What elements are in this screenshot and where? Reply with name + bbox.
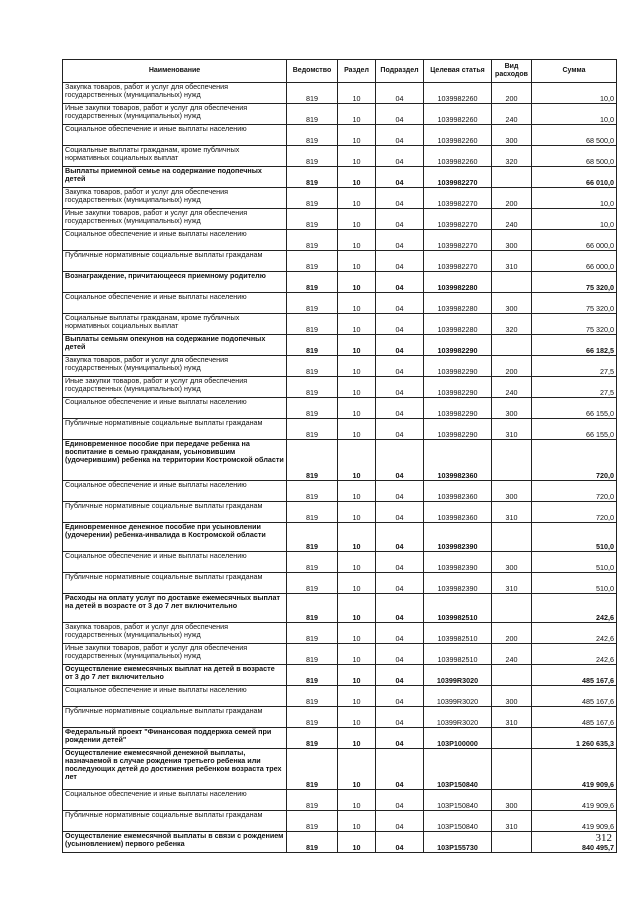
cell-ved: 819	[287, 272, 338, 293]
cell-ved: 819	[287, 623, 338, 644]
cell-cs: 103P100000	[424, 728, 492, 749]
cell-sum: 75 320,0	[532, 293, 617, 314]
cell-ved: 819	[287, 314, 338, 335]
cell-vr: 320	[492, 314, 532, 335]
cell-name: Выплаты приемной семье на содержание подопечных детей	[63, 167, 287, 188]
cell-razdel: 10	[338, 594, 376, 623]
table-row	[63, 790, 617, 811]
cell-vr: 310	[492, 502, 532, 523]
table-row	[63, 552, 617, 573]
cell-name: Социальные выплаты гражданам, кроме публичных нормативных социальных выплат	[63, 146, 287, 167]
cell-name: Социальное обеспечение и иные выплаты населению	[63, 552, 287, 573]
cell-razdel: 10	[338, 644, 376, 665]
cell-sum: 485 167,6	[532, 686, 617, 707]
table-row	[63, 230, 617, 251]
cell-sum: 419 909,6	[532, 790, 617, 811]
cell-razdel: 10	[338, 377, 376, 398]
cell-ved: 819	[287, 502, 338, 523]
cell-podrazdel: 04	[376, 573, 424, 594]
cell-razdel: 10	[338, 552, 376, 573]
cell-podrazdel: 04	[376, 623, 424, 644]
cell-vr	[492, 440, 532, 481]
table-row	[63, 314, 617, 335]
cell-ved: 819	[287, 335, 338, 356]
cell-cs: 103P150840	[424, 811, 492, 832]
cell-sum: 68 500,0	[532, 146, 617, 167]
table-row	[63, 251, 617, 272]
cell-vr: 200	[492, 83, 532, 104]
cell-podrazdel: 04	[376, 728, 424, 749]
cell-sum: 720,0	[532, 502, 617, 523]
cell-name: Единовременное пособие при передаче ребенка на воспитание в семью гражданам, усыновившим (удочерившим) ребенка на территории Костромской области	[63, 440, 287, 481]
cell-razdel: 10	[338, 146, 376, 167]
cell-cs: 1039982260	[424, 125, 492, 146]
cell-ved: 819	[287, 686, 338, 707]
cell-sum: 10,0	[532, 83, 617, 104]
cell-vr: 240	[492, 104, 532, 125]
cell-ved: 819	[287, 398, 338, 419]
cell-razdel: 10	[338, 790, 376, 811]
cell-name: Иные закупки товаров, работ и услуг для обеспечения государственных (муниципальных) нужд	[63, 377, 287, 398]
table-row	[63, 440, 617, 481]
cell-sum: 27,5	[532, 356, 617, 377]
cell-podrazdel: 04	[376, 377, 424, 398]
cell-vr: 300	[492, 398, 532, 419]
cell-name: Осуществление ежемесячных выплат на детей в возрасте от 3 до 7 лет включительно	[63, 665, 287, 686]
cell-sum: 10,0	[532, 104, 617, 125]
cell-ved: 819	[287, 481, 338, 502]
cell-sum: 242,6	[532, 623, 617, 644]
cell-razdel: 10	[338, 230, 376, 251]
cell-razdel: 10	[338, 811, 376, 832]
cell-razdel: 10	[338, 356, 376, 377]
cell-name: Закупка товаров, работ и услуг для обеспечения государственных (муниципальных) нужд	[63, 188, 287, 209]
cell-cs: 1039982270	[424, 167, 492, 188]
cell-razdel: 10	[338, 749, 376, 790]
cell-name: Социальное обеспечение и иные выплаты населению	[63, 125, 287, 146]
cell-ved: 819	[287, 573, 338, 594]
cell-cs: 1039982290	[424, 377, 492, 398]
cell-ved: 819	[287, 552, 338, 573]
cell-razdel: 10	[338, 188, 376, 209]
cell-name: Социальное обеспечение и иные выплаты населению	[63, 293, 287, 314]
cell-name: Публичные нормативные социальные выплаты гражданам	[63, 573, 287, 594]
cell-sum: 66 155,0	[532, 398, 617, 419]
cell-vr: 300	[492, 686, 532, 707]
cell-sum: 720,0	[532, 481, 617, 502]
cell-cs: 1039982270	[424, 251, 492, 272]
cell-cs: 1039982290	[424, 335, 492, 356]
cell-sum: 840 495,7	[532, 832, 617, 853]
cell-ved: 819	[287, 209, 338, 230]
cell-vr	[492, 523, 532, 552]
cell-name: Осуществление ежемесячной выплаты в связи с рождением (усыновлением) первого ребенка	[63, 832, 287, 853]
table-row	[63, 594, 617, 623]
cell-cs: 1039982290	[424, 398, 492, 419]
header-vr: Вид расходов	[492, 60, 532, 83]
cell-cs: 10399R3020	[424, 686, 492, 707]
cell-vr: 310	[492, 251, 532, 272]
cell-name: Осуществление ежемесячной денежной выплаты, назначаемой в случае рождения третьего ребенка или последующих детей до достижения ребенком возраста трех лет	[63, 749, 287, 790]
cell-name: Социальное обеспечение и иные выплаты населению	[63, 230, 287, 251]
cell-vr: 300	[492, 230, 532, 251]
cell-name: Публичные нормативные социальные выплаты гражданам	[63, 419, 287, 440]
cell-name: Публичные нормативные социальные выплаты гражданам	[63, 707, 287, 728]
cell-razdel: 10	[338, 573, 376, 594]
cell-cs: 1039982510	[424, 594, 492, 623]
cell-ved: 819	[287, 167, 338, 188]
table-row	[63, 104, 617, 125]
cell-sum: 419 909,6	[532, 811, 617, 832]
cell-cs: 1039982280	[424, 314, 492, 335]
cell-cs: 103P150840	[424, 749, 492, 790]
cell-vr	[492, 832, 532, 853]
table-row	[63, 811, 617, 832]
cell-razdel: 10	[338, 83, 376, 104]
cell-sum: 66 000,0	[532, 230, 617, 251]
cell-podrazdel: 04	[376, 419, 424, 440]
cell-vr	[492, 335, 532, 356]
cell-name: Иные закупки товаров, работ и услуг для обеспечения государственных (муниципальных) нужд	[63, 104, 287, 125]
cell-podrazdel: 04	[376, 335, 424, 356]
cell-vr: 300	[492, 481, 532, 502]
table-row	[63, 573, 617, 594]
table-header-row	[63, 60, 617, 83]
cell-sum: 485 167,6	[532, 665, 617, 686]
cell-name: Публичные нормативные социальные выплаты гражданам	[63, 811, 287, 832]
cell-name: Закупка товаров, работ и услуг для обеспечения государственных (муниципальных) нужд	[63, 623, 287, 644]
cell-name: Выплаты семьям опекунов на содержание подопечных детей	[63, 335, 287, 356]
cell-vr: 240	[492, 209, 532, 230]
cell-cs: 1039982390	[424, 552, 492, 573]
table-row	[63, 398, 617, 419]
cell-cs: 1039982260	[424, 83, 492, 104]
cell-vr	[492, 728, 532, 749]
cell-ved: 819	[287, 644, 338, 665]
cell-cs: 1039982260	[424, 104, 492, 125]
cell-ved: 819	[287, 749, 338, 790]
page-number: 312	[595, 832, 612, 844]
cell-razdel: 10	[338, 707, 376, 728]
cell-cs: 1039982260	[424, 146, 492, 167]
cell-name: Социальное обеспечение и иные выплаты населению	[63, 481, 287, 502]
table-row	[63, 167, 617, 188]
cell-podrazdel: 04	[376, 188, 424, 209]
table-row	[63, 832, 617, 853]
cell-sum: 66 155,0	[532, 419, 617, 440]
cell-vr: 310	[492, 573, 532, 594]
cell-ved: 819	[287, 728, 338, 749]
table-row	[63, 707, 617, 728]
cell-sum: 242,6	[532, 644, 617, 665]
cell-sum: 75 320,0	[532, 272, 617, 293]
cell-podrazdel: 04	[376, 251, 424, 272]
cell-cs: 1039982280	[424, 272, 492, 293]
cell-razdel: 10	[338, 419, 376, 440]
cell-name: Иные закупки товаров, работ и услуг для обеспечения государственных (муниципальных) нужд	[63, 209, 287, 230]
cell-ved: 819	[287, 665, 338, 686]
header-name: Наименование	[63, 60, 287, 83]
cell-ved: 819	[287, 594, 338, 623]
cell-sum: 66 000,0	[532, 251, 617, 272]
cell-sum: 485 167,6	[532, 707, 617, 728]
cell-ved: 819	[287, 377, 338, 398]
cell-razdel: 10	[338, 623, 376, 644]
cell-vr	[492, 594, 532, 623]
cell-podrazdel: 04	[376, 749, 424, 790]
cell-vr	[492, 749, 532, 790]
table-row	[63, 146, 617, 167]
cell-vr: 320	[492, 146, 532, 167]
cell-razdel: 10	[338, 832, 376, 853]
cell-vr: 240	[492, 377, 532, 398]
cell-podrazdel: 04	[376, 230, 424, 251]
cell-cs: 10399R3020	[424, 707, 492, 728]
cell-name: Публичные нормативные социальные выплаты гражданам	[63, 251, 287, 272]
cell-podrazdel: 04	[376, 398, 424, 419]
table-row	[63, 749, 617, 790]
cell-ved: 819	[287, 251, 338, 272]
cell-name: Социальное обеспечение и иные выплаты населению	[63, 790, 287, 811]
cell-sum: 720,0	[532, 440, 617, 481]
cell-vr: 240	[492, 644, 532, 665]
cell-cs: 1039982510	[424, 623, 492, 644]
cell-razdel: 10	[338, 665, 376, 686]
cell-podrazdel: 04	[376, 707, 424, 728]
cell-name: Иные закупки товаров, работ и услуг для обеспечения государственных (муниципальных) нужд	[63, 644, 287, 665]
cell-ved: 819	[287, 832, 338, 853]
cell-podrazdel: 04	[376, 686, 424, 707]
cell-ved: 819	[287, 83, 338, 104]
cell-vr: 310	[492, 811, 532, 832]
cell-podrazdel: 04	[376, 790, 424, 811]
cell-razdel: 10	[338, 398, 376, 419]
cell-podrazdel: 04	[376, 440, 424, 481]
cell-sum: 75 320,0	[532, 314, 617, 335]
cell-vr: 300	[492, 790, 532, 811]
cell-podrazdel: 04	[376, 272, 424, 293]
cell-name: Закупка товаров, работ и услуг для обеспечения государственных (муниципальных) нужд	[63, 83, 287, 104]
cell-vr	[492, 272, 532, 293]
cell-podrazdel: 04	[376, 552, 424, 573]
cell-vr: 310	[492, 419, 532, 440]
cell-sum: 242,6	[532, 594, 617, 623]
cell-ved: 819	[287, 125, 338, 146]
table-row	[63, 335, 617, 356]
cell-sum: 510,0	[532, 573, 617, 594]
cell-podrazdel: 04	[376, 314, 424, 335]
table-row	[63, 356, 617, 377]
header-ved: Ведомство	[287, 60, 338, 83]
cell-razdel: 10	[338, 125, 376, 146]
table-row	[63, 502, 617, 523]
table-row	[63, 623, 617, 644]
cell-cs: 1039982510	[424, 644, 492, 665]
cell-cs: 1039982390	[424, 573, 492, 594]
cell-cs: 1039982270	[424, 209, 492, 230]
cell-ved: 819	[287, 104, 338, 125]
cell-cs: 1039982290	[424, 419, 492, 440]
cell-vr: 300	[492, 293, 532, 314]
cell-podrazdel: 04	[376, 644, 424, 665]
cell-razdel: 10	[338, 104, 376, 125]
cell-ved: 819	[287, 146, 338, 167]
cell-name: Закупка товаров, работ и услуг для обеспечения государственных (муниципальных) нужд	[63, 356, 287, 377]
cell-razdel: 10	[338, 523, 376, 552]
cell-sum: 66 010,0	[532, 167, 617, 188]
cell-cs: 1039982280	[424, 293, 492, 314]
cell-razdel: 10	[338, 272, 376, 293]
cell-vr: 200	[492, 623, 532, 644]
cell-cs: 1039982360	[424, 502, 492, 523]
table-row	[63, 644, 617, 665]
header-cs: Целевая статья	[424, 60, 492, 83]
table-row	[63, 209, 617, 230]
cell-ved: 819	[287, 811, 338, 832]
cell-ved: 819	[287, 440, 338, 481]
cell-ved: 819	[287, 293, 338, 314]
table-row	[63, 83, 617, 104]
cell-ved: 819	[287, 230, 338, 251]
cell-cs: 103P155730	[424, 832, 492, 853]
cell-razdel: 10	[338, 686, 376, 707]
cell-cs: 1039982360	[424, 440, 492, 481]
table-row	[63, 293, 617, 314]
cell-cs: 1039982360	[424, 481, 492, 502]
cell-sum: 66 182,5	[532, 335, 617, 356]
cell-razdel: 10	[338, 293, 376, 314]
table-row	[63, 272, 617, 293]
cell-ved: 819	[287, 188, 338, 209]
cell-podrazdel: 04	[376, 356, 424, 377]
table-row	[63, 125, 617, 146]
cell-razdel: 10	[338, 481, 376, 502]
cell-sum: 510,0	[532, 523, 617, 552]
cell-podrazdel: 04	[376, 502, 424, 523]
table-row	[63, 419, 617, 440]
table-row	[63, 686, 617, 707]
cell-razdel: 10	[338, 167, 376, 188]
table-row	[63, 728, 617, 749]
cell-vr: 200	[492, 356, 532, 377]
cell-name: Вознаграждение, причитающееся приемному родителю	[63, 272, 287, 293]
cell-sum: 1 260 635,3	[532, 728, 617, 749]
cell-ved: 819	[287, 419, 338, 440]
cell-sum: 419 909,6	[532, 749, 617, 790]
cell-podrazdel: 04	[376, 125, 424, 146]
cell-sum: 68 500,0	[532, 125, 617, 146]
budget-table	[62, 59, 617, 853]
cell-vr: 310	[492, 707, 532, 728]
cell-vr	[492, 167, 532, 188]
cell-podrazdel: 04	[376, 209, 424, 230]
header-razdel: Раздел	[338, 60, 376, 83]
cell-cs: 10399R3020	[424, 665, 492, 686]
cell-ved: 819	[287, 707, 338, 728]
cell-vr: 300	[492, 552, 532, 573]
cell-podrazdel: 04	[376, 104, 424, 125]
cell-name: Публичные нормативные социальные выплаты гражданам	[63, 502, 287, 523]
cell-name: Федеральный проект "Финансовая поддержка семей при рождении детей"	[63, 728, 287, 749]
cell-podrazdel: 04	[376, 83, 424, 104]
cell-sum: 10,0	[532, 188, 617, 209]
cell-podrazdel: 04	[376, 167, 424, 188]
cell-razdel: 10	[338, 314, 376, 335]
table-row	[63, 377, 617, 398]
cell-sum: 10,0	[532, 209, 617, 230]
cell-razdel: 10	[338, 335, 376, 356]
cell-vr: 200	[492, 188, 532, 209]
cell-ved: 819	[287, 790, 338, 811]
cell-name: Социальное обеспечение и иные выплаты населению	[63, 686, 287, 707]
cell-razdel: 10	[338, 251, 376, 272]
cell-podrazdel: 04	[376, 523, 424, 552]
table-row	[63, 481, 617, 502]
cell-podrazdel: 04	[376, 146, 424, 167]
cell-razdel: 10	[338, 209, 376, 230]
table-row	[63, 665, 617, 686]
cell-razdel: 10	[338, 728, 376, 749]
cell-cs: 1039982290	[424, 356, 492, 377]
cell-name: Единовременное денежное пособие при усыновлении (удочерении) ребенка-инвалида в Костромской области	[63, 523, 287, 552]
cell-name: Социальное обеспечение и иные выплаты населению	[63, 398, 287, 419]
cell-podrazdel: 04	[376, 811, 424, 832]
cell-cs: 1039982270	[424, 188, 492, 209]
cell-ved: 819	[287, 356, 338, 377]
cell-podrazdel: 04	[376, 293, 424, 314]
cell-vr: 300	[492, 125, 532, 146]
cell-podrazdel: 04	[376, 832, 424, 853]
cell-name: Расходы на оплату услуг по доставке ежемесячных выплат на детей в возрасте от 3 до 7 лет включительно	[63, 594, 287, 623]
cell-razdel: 10	[338, 440, 376, 481]
cell-vr	[492, 665, 532, 686]
header-podrazdel: Подраздел	[376, 60, 424, 83]
cell-cs: 103P150840	[424, 790, 492, 811]
cell-podrazdel: 04	[376, 594, 424, 623]
cell-podrazdel: 04	[376, 481, 424, 502]
cell-podrazdel: 04	[376, 665, 424, 686]
cell-name: Социальные выплаты гражданам, кроме публичных нормативных социальных выплат	[63, 314, 287, 335]
cell-cs: 1039982270	[424, 230, 492, 251]
cell-ved: 819	[287, 523, 338, 552]
cell-cs: 1039982390	[424, 523, 492, 552]
header-sum: Сумма	[532, 60, 617, 83]
table-row	[63, 188, 617, 209]
cell-razdel: 10	[338, 502, 376, 523]
cell-sum: 510,0	[532, 552, 617, 573]
table-row	[63, 523, 617, 552]
cell-sum: 27,5	[532, 377, 617, 398]
